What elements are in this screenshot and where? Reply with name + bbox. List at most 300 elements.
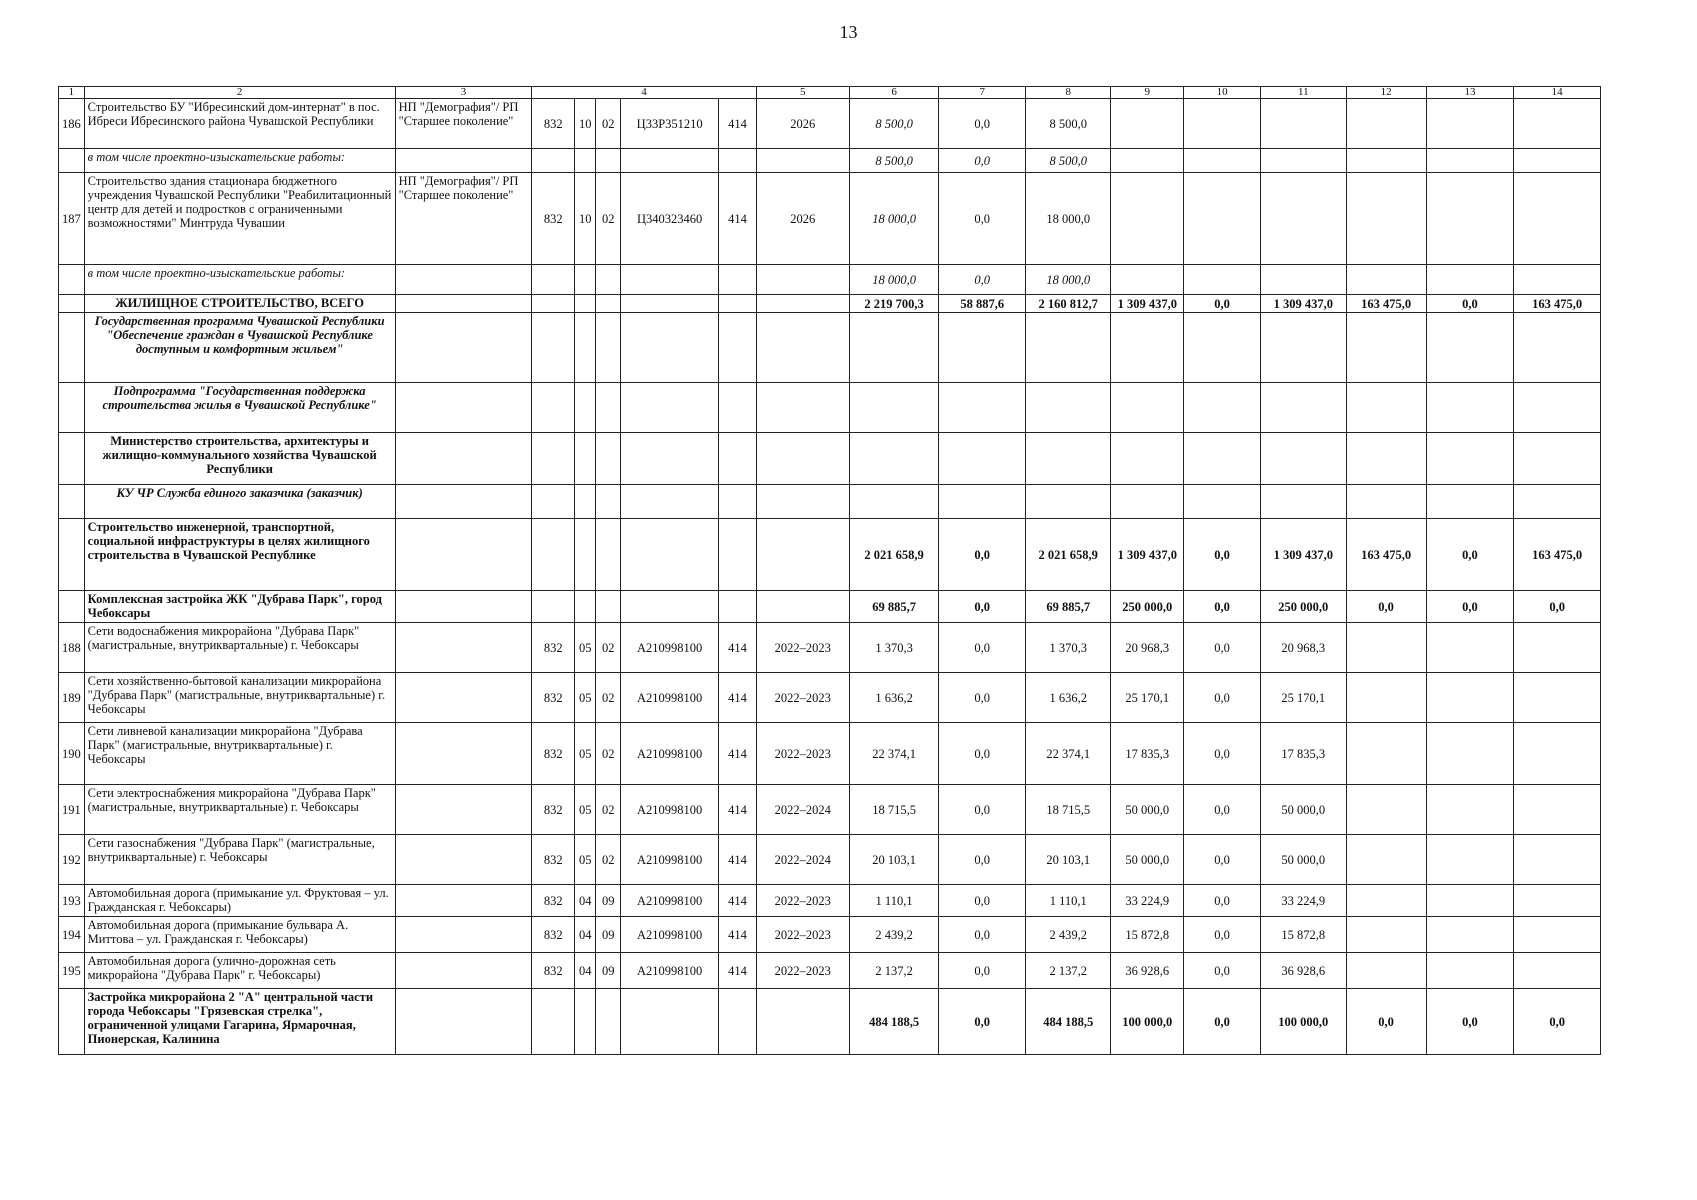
- cell-c6: 2 219 700,3: [849, 295, 939, 313]
- table-row: [59, 295, 1601, 313]
- cell-c5: [756, 519, 849, 591]
- cell-c4e: [719, 295, 756, 313]
- cell-c12: [1346, 835, 1426, 885]
- object-name: Строительство здания стационара бюджетного учреждения Чувашской Республики "Реабилитационный центр для детей и подростков с ограниченными возможностями" Минтруда Чувашии: [84, 173, 395, 265]
- cell-c4b: 05: [575, 673, 596, 723]
- cell-c9: [1111, 383, 1184, 433]
- cell-c4c: [596, 295, 621, 313]
- national-project: [395, 383, 532, 433]
- cell-c11: 1 309 437,0: [1261, 519, 1346, 591]
- cell-c4b: [575, 295, 596, 313]
- cell-c4c: 02: [596, 623, 621, 673]
- national-project: [395, 591, 532, 623]
- row-number: [59, 989, 85, 1055]
- cell-c4a: 832: [532, 673, 575, 723]
- cell-c11: [1261, 313, 1346, 383]
- cell-c4d: А210998100: [621, 785, 719, 835]
- cell-c12: 0,0: [1346, 989, 1426, 1055]
- cell-c4d: А210998100: [621, 623, 719, 673]
- cell-c4d: [621, 433, 719, 485]
- cell-c4a: [532, 265, 575, 295]
- cell-c4c: [596, 989, 621, 1055]
- cell-c4d: [621, 149, 719, 173]
- cell-c10: [1184, 433, 1261, 485]
- cell-c9: 50 000,0: [1111, 835, 1184, 885]
- cell-c7: 0,0: [939, 673, 1026, 723]
- cell-c14: [1514, 149, 1601, 173]
- cell-c11: [1261, 149, 1346, 173]
- cell-c5: 2022–2023: [756, 917, 849, 953]
- cell-c6: [849, 383, 939, 433]
- cell-c14: 163 475,0: [1514, 295, 1601, 313]
- cell-c5: 2026: [756, 173, 849, 265]
- cell-c4c: 02: [596, 723, 621, 785]
- cell-c7: 0,0: [939, 623, 1026, 673]
- cell-c6: 2 137,2: [849, 953, 939, 989]
- cell-c13: [1426, 917, 1514, 953]
- object-name: Автомобильная дорога (примыкание ул. Фруктовая – ул. Гражданская г. Чебоксары): [84, 885, 395, 917]
- cell-c8: 2 160 812,7: [1025, 295, 1110, 313]
- cell-c4c: 09: [596, 885, 621, 917]
- cell-c4a: [532, 313, 575, 383]
- national-project: [395, 885, 532, 917]
- cell-c9: [1111, 173, 1184, 265]
- cell-c7: [939, 433, 1026, 485]
- row-number: 195: [59, 953, 85, 989]
- column-number-row: [59, 87, 1601, 99]
- cell-c9: 15 872,8: [1111, 917, 1184, 953]
- row-number: [59, 265, 85, 295]
- investment-table: [58, 86, 1601, 1055]
- cell-c4d: Ц340323460: [621, 173, 719, 265]
- object-name: КУ ЧР Служба единого заказчика (заказчик): [84, 485, 395, 519]
- cell-c4e: 414: [719, 917, 756, 953]
- cell-c12: [1346, 265, 1426, 295]
- row-number: [59, 149, 85, 173]
- cell-c14: [1514, 383, 1601, 433]
- object-name: Комплексная застройка ЖК "Дубрава Парк", город Чебоксары: [84, 591, 395, 623]
- cell-c5: [756, 295, 849, 313]
- cell-c13: [1426, 383, 1514, 433]
- cell-c13: [1426, 433, 1514, 485]
- cell-c4d: А210998100: [621, 835, 719, 885]
- column-header: 11: [1261, 87, 1346, 99]
- table-row: [59, 265, 1601, 295]
- table-row: [59, 485, 1601, 519]
- cell-c7: 0,0: [939, 953, 1026, 989]
- table-row: [59, 723, 1601, 785]
- cell-c12: [1346, 885, 1426, 917]
- national-project: [395, 433, 532, 485]
- cell-c12: 0,0: [1346, 591, 1426, 623]
- national-project: [395, 623, 532, 673]
- cell-c4b: 04: [575, 885, 596, 917]
- cell-c4c: [596, 313, 621, 383]
- cell-c4d: А210998100: [621, 953, 719, 989]
- object-name: Строительство инженерной, транспортной, социальной инфраструктуры в целях жилищного строительства в Чувашской Республике: [84, 519, 395, 591]
- cell-c7: 0,0: [939, 723, 1026, 785]
- national-project: [395, 485, 532, 519]
- cell-c7: 0,0: [939, 99, 1026, 149]
- cell-c14: 163 475,0: [1514, 519, 1601, 591]
- cell-c4d: [621, 383, 719, 433]
- cell-c11: 33 224,9: [1261, 885, 1346, 917]
- cell-c4a: [532, 485, 575, 519]
- object-name: Сети хозяйственно-бытовой канализации микрорайона "Дубрава Парк" (магистральные, внутриквартальные) г. Чебоксары: [84, 673, 395, 723]
- row-number: 190: [59, 723, 85, 785]
- cell-c9: 20 968,3: [1111, 623, 1184, 673]
- cell-c11: 17 835,3: [1261, 723, 1346, 785]
- cell-c4b: [575, 383, 596, 433]
- cell-c7: 0,0: [939, 785, 1026, 835]
- cell-c11: [1261, 433, 1346, 485]
- cell-c7: 58 887,6: [939, 295, 1026, 313]
- cell-c11: 50 000,0: [1261, 785, 1346, 835]
- cell-c4a: 832: [532, 885, 575, 917]
- table-row: [59, 989, 1601, 1055]
- object-name: Сети ливневой канализации микрорайона "Дубрава Парк" (магистральные, внутриквартальные) г. Чебоксары: [84, 723, 395, 785]
- cell-c9: 50 000,0: [1111, 785, 1184, 835]
- cell-c4a: 832: [532, 99, 575, 149]
- cell-c14: [1514, 623, 1601, 673]
- cell-c11: 15 872,8: [1261, 917, 1346, 953]
- row-number: [59, 313, 85, 383]
- cell-c8: 8 500,0: [1025, 99, 1110, 149]
- object-name: Сети электроснабжения микрорайона "Дубрава Парк" (магистральные, внутриквартальные) г. Чебоксары: [84, 785, 395, 835]
- cell-c5: 2022–2023: [756, 953, 849, 989]
- cell-c14: [1514, 313, 1601, 383]
- cell-c4c: [596, 485, 621, 519]
- national-project: НП "Демография"/ РП "Старшее поколение": [395, 99, 532, 149]
- cell-c9: 250 000,0: [1111, 591, 1184, 623]
- cell-c9: 25 170,1: [1111, 673, 1184, 723]
- cell-c4b: [575, 485, 596, 519]
- cell-c4c: [596, 383, 621, 433]
- table-row: [59, 383, 1601, 433]
- cell-c14: [1514, 785, 1601, 835]
- cell-c10: [1184, 149, 1261, 173]
- cell-c4a: [532, 383, 575, 433]
- cell-c4c: [596, 265, 621, 295]
- cell-c4a: 832: [532, 917, 575, 953]
- table-row: [59, 173, 1601, 265]
- object-name: Министерство строительства, архитектуры и жилищно-коммунального хозяйства Чувашской Республики: [84, 433, 395, 485]
- cell-c6: 1 636,2: [849, 673, 939, 723]
- cell-c5: 2022–2023: [756, 885, 849, 917]
- cell-c8: 484 188,5: [1025, 989, 1110, 1055]
- cell-c8: 1 636,2: [1025, 673, 1110, 723]
- cell-c13: [1426, 885, 1514, 917]
- cell-c12: [1346, 785, 1426, 835]
- cell-c4a: [532, 989, 575, 1055]
- cell-c10: 0,0: [1184, 519, 1261, 591]
- cell-c8: 20 103,1: [1025, 835, 1110, 885]
- cell-c4a: 832: [532, 723, 575, 785]
- national-project: [395, 989, 532, 1055]
- cell-c12: [1346, 485, 1426, 519]
- cell-c14: [1514, 723, 1601, 785]
- cell-c13: [1426, 149, 1514, 173]
- cell-c4c: 02: [596, 99, 621, 149]
- object-name: Подпрограмма "Государственная поддержка строительства жилья в Чувашской Республике": [84, 383, 395, 433]
- national-project: [395, 917, 532, 953]
- cell-c14: [1514, 953, 1601, 989]
- cell-c4b: [575, 265, 596, 295]
- cell-c5: 2022–2023: [756, 623, 849, 673]
- cell-c11: [1261, 383, 1346, 433]
- cell-c6: 1 110,1: [849, 885, 939, 917]
- cell-c4e: 414: [719, 885, 756, 917]
- table-row: [59, 313, 1601, 383]
- table-row: [59, 835, 1601, 885]
- cell-c4b: [575, 989, 596, 1055]
- cell-c11: 36 928,6: [1261, 953, 1346, 989]
- cell-c14: [1514, 485, 1601, 519]
- cell-c7: 0,0: [939, 885, 1026, 917]
- cell-c13: [1426, 485, 1514, 519]
- cell-c13: [1426, 265, 1514, 295]
- national-project: [395, 953, 532, 989]
- cell-c4b: 05: [575, 785, 596, 835]
- cell-c10: [1184, 265, 1261, 295]
- cell-c4c: 02: [596, 673, 621, 723]
- cell-c7: 0,0: [939, 265, 1026, 295]
- cell-c6: 8 500,0: [849, 99, 939, 149]
- cell-c8: 18 715,5: [1025, 785, 1110, 835]
- column-header: 10: [1184, 87, 1261, 99]
- cell-c9: 36 928,6: [1111, 953, 1184, 989]
- cell-c6: 2 021 658,9: [849, 519, 939, 591]
- row-number: 187: [59, 173, 85, 265]
- cell-c4e: [719, 313, 756, 383]
- cell-c4e: 414: [719, 723, 756, 785]
- cell-c10: 0,0: [1184, 723, 1261, 785]
- cell-c14: [1514, 173, 1601, 265]
- cell-c4b: [575, 149, 596, 173]
- cell-c4e: [719, 433, 756, 485]
- cell-c4d: А210998100: [621, 885, 719, 917]
- cell-c4e: [719, 591, 756, 623]
- cell-c4c: 02: [596, 173, 621, 265]
- cell-c9: [1111, 313, 1184, 383]
- cell-c4c: 02: [596, 835, 621, 885]
- cell-c4e: [719, 989, 756, 1055]
- cell-c7: 0,0: [939, 149, 1026, 173]
- column-header: 2: [84, 87, 395, 99]
- cell-c6: 8 500,0: [849, 149, 939, 173]
- cell-c4a: 832: [532, 785, 575, 835]
- cell-c13: [1426, 673, 1514, 723]
- cell-c14: [1514, 433, 1601, 485]
- table-row: [59, 917, 1601, 953]
- cell-c4e: [719, 485, 756, 519]
- cell-c8: [1025, 313, 1110, 383]
- cell-c4c: [596, 519, 621, 591]
- national-project: [395, 295, 532, 313]
- cell-c4b: 05: [575, 723, 596, 785]
- cell-c9: [1111, 485, 1184, 519]
- cell-c4d: [621, 519, 719, 591]
- cell-c7: [939, 485, 1026, 519]
- cell-c7: [939, 313, 1026, 383]
- national-project: [395, 149, 532, 173]
- cell-c13: [1426, 623, 1514, 673]
- cell-c9: 1 309 437,0: [1111, 295, 1184, 313]
- cell-c9: [1111, 149, 1184, 173]
- cell-c12: 163 475,0: [1346, 295, 1426, 313]
- cell-c5: 2022–2024: [756, 785, 849, 835]
- cell-c4e: [719, 519, 756, 591]
- cell-c13: [1426, 313, 1514, 383]
- column-header: 6: [849, 87, 939, 99]
- cell-c10: [1184, 173, 1261, 265]
- cell-c8: 1 370,3: [1025, 623, 1110, 673]
- cell-c4d: [621, 485, 719, 519]
- cell-c8: 8 500,0: [1025, 149, 1110, 173]
- cell-c13: [1426, 99, 1514, 149]
- cell-c4c: 09: [596, 917, 621, 953]
- object-name: Застройка микрорайона 2 "А" центральной части города Чебоксары "Грязевская стрелка", ограниченной улицами Гагарина, Ярмарочная, Пионерская, Калинина: [84, 989, 395, 1055]
- cell-c6: 22 374,1: [849, 723, 939, 785]
- table-row: [59, 953, 1601, 989]
- cell-c8: 1 110,1: [1025, 885, 1110, 917]
- cell-c4d: А210998100: [621, 723, 719, 785]
- row-number: 188: [59, 623, 85, 673]
- column-header: 3: [395, 87, 532, 99]
- object-name: Сети газоснабжения "Дубрава Парк" (магистральные, внутриквартальные) г. Чебоксары: [84, 835, 395, 885]
- cell-c10: [1184, 485, 1261, 519]
- cell-c7: 0,0: [939, 835, 1026, 885]
- object-name: Автомобильная дорога (примыкание бульвара А. Миттова – ул. Гражданская г. Чебоксары): [84, 917, 395, 953]
- column-header: 7: [939, 87, 1026, 99]
- cell-c12: [1346, 173, 1426, 265]
- cell-c6: 18 000,0: [849, 265, 939, 295]
- cell-c8: [1025, 433, 1110, 485]
- national-project: [395, 835, 532, 885]
- cell-c13: 0,0: [1426, 295, 1514, 313]
- cell-c4e: 414: [719, 99, 756, 149]
- cell-c6: 1 370,3: [849, 623, 939, 673]
- cell-c4e: [719, 149, 756, 173]
- cell-c13: [1426, 835, 1514, 885]
- cell-c7: 0,0: [939, 173, 1026, 265]
- cell-c4a: 832: [532, 953, 575, 989]
- cell-c5: [756, 149, 849, 173]
- national-project: [395, 673, 532, 723]
- cell-c10: 0,0: [1184, 917, 1261, 953]
- cell-c11: [1261, 265, 1346, 295]
- cell-c11: [1261, 173, 1346, 265]
- cell-c12: [1346, 433, 1426, 485]
- cell-c11: 25 170,1: [1261, 673, 1346, 723]
- column-header: 1: [59, 87, 85, 99]
- cell-c6: [849, 433, 939, 485]
- table-row: [59, 623, 1601, 673]
- cell-c5: 2022–2023: [756, 673, 849, 723]
- cell-c4b: [575, 519, 596, 591]
- cell-c11: [1261, 99, 1346, 149]
- cell-c14: [1514, 835, 1601, 885]
- cell-c6: 20 103,1: [849, 835, 939, 885]
- cell-c6: 18 715,5: [849, 785, 939, 835]
- cell-c4a: [532, 149, 575, 173]
- cell-c4b: 04: [575, 953, 596, 989]
- cell-c9: 1 309 437,0: [1111, 519, 1184, 591]
- cell-c14: [1514, 673, 1601, 723]
- cell-c4d: А210998100: [621, 917, 719, 953]
- cell-c8: 22 374,1: [1025, 723, 1110, 785]
- cell-c4b: 05: [575, 835, 596, 885]
- column-header: 14: [1514, 87, 1601, 99]
- cell-c9: 33 224,9: [1111, 885, 1184, 917]
- cell-c5: 2026: [756, 99, 849, 149]
- cell-c4e: 414: [719, 673, 756, 723]
- object-name: в том числе проектно-изыскательские работы:: [84, 149, 395, 173]
- cell-c7: 0,0: [939, 591, 1026, 623]
- cell-c4c: [596, 149, 621, 173]
- cell-c5: [756, 383, 849, 433]
- cell-c10: 0,0: [1184, 953, 1261, 989]
- cell-c4e: 414: [719, 623, 756, 673]
- column-header: 9: [1111, 87, 1184, 99]
- cell-c4e: 414: [719, 953, 756, 989]
- cell-c13: [1426, 173, 1514, 265]
- table-row: [59, 885, 1601, 917]
- cell-c6: [849, 485, 939, 519]
- cell-c6: 18 000,0: [849, 173, 939, 265]
- cell-c8: 18 000,0: [1025, 173, 1110, 265]
- cell-c8: [1025, 485, 1110, 519]
- cell-c5: [756, 485, 849, 519]
- cell-c4a: 832: [532, 173, 575, 265]
- cell-c8: 69 885,7: [1025, 591, 1110, 623]
- cell-c6: 2 439,2: [849, 917, 939, 953]
- row-number: [59, 485, 85, 519]
- cell-c13: 0,0: [1426, 519, 1514, 591]
- cell-c4b: [575, 591, 596, 623]
- cell-c7: 0,0: [939, 917, 1026, 953]
- row-number: 186: [59, 99, 85, 149]
- object-name: Автомобильная дорога (улично-дорожная сеть микрорайона "Дубрава Парк" г. Чебоксары): [84, 953, 395, 989]
- table-row: [59, 433, 1601, 485]
- cell-c10: [1184, 313, 1261, 383]
- cell-c8: 2 137,2: [1025, 953, 1110, 989]
- cell-c12: [1346, 953, 1426, 989]
- row-number: [59, 433, 85, 485]
- cell-c5: [756, 591, 849, 623]
- object-name: ЖИЛИЩНОЕ СТРОИТЕЛЬСТВО, ВСЕГО: [84, 295, 395, 313]
- cell-c6: [849, 313, 939, 383]
- cell-c12: [1346, 917, 1426, 953]
- cell-c4d: А210998100: [621, 673, 719, 723]
- cell-c5: [756, 989, 849, 1055]
- row-number: 191: [59, 785, 85, 835]
- national-project: [395, 265, 532, 295]
- cell-c4e: [719, 265, 756, 295]
- table-row: [59, 149, 1601, 173]
- cell-c7: [939, 383, 1026, 433]
- cell-c8: 2 021 658,9: [1025, 519, 1110, 591]
- row-number: [59, 519, 85, 591]
- cell-c10: 0,0: [1184, 885, 1261, 917]
- cell-c12: [1346, 149, 1426, 173]
- cell-c4c: [596, 433, 621, 485]
- cell-c9: 17 835,3: [1111, 723, 1184, 785]
- cell-c13: 0,0: [1426, 989, 1514, 1055]
- row-number: 189: [59, 673, 85, 723]
- cell-c5: [756, 265, 849, 295]
- cell-c12: [1346, 723, 1426, 785]
